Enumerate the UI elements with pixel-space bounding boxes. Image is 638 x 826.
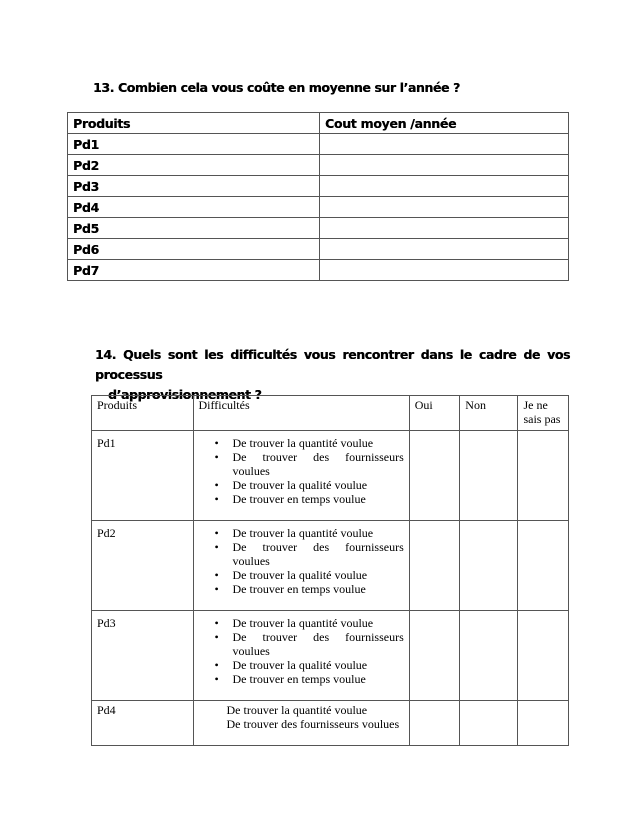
product-cell: Pd1 <box>68 134 320 155</box>
cost-cell[interactable] <box>320 176 569 197</box>
non-cell[interactable] <box>460 701 518 746</box>
product-cell: Pd2 <box>68 155 320 176</box>
table-row <box>92 521 569 611</box>
table-row <box>68 155 569 176</box>
table-row <box>92 701 569 746</box>
oui-cell[interactable] <box>409 431 460 521</box>
table-row <box>68 176 569 197</box>
list-item: • De trouver la qualité voulue <box>215 568 404 582</box>
list-item: • De trouver en temps voulue <box>215 492 404 506</box>
list-item: De trouver des fournisseurs voulues <box>226 717 400 731</box>
table-row <box>92 611 569 701</box>
je-ne-sais-pas-cell[interactable] <box>518 521 569 611</box>
product-cell: Pd4 <box>92 701 194 746</box>
product-cell: Pd6 <box>68 239 320 260</box>
oui-cell[interactable] <box>409 521 460 611</box>
product-cell: Pd5 <box>68 218 320 239</box>
table-row <box>92 431 569 521</box>
header-cout-moyen: Cout moyen /année <box>320 113 569 134</box>
difficulties-list <box>199 436 404 506</box>
difficulties-cell <box>193 431 409 521</box>
table-row <box>68 134 569 155</box>
difficulties-table <box>91 395 569 746</box>
product-cell: Pd7 <box>68 260 320 281</box>
cost-cell[interactable] <box>320 260 569 281</box>
oui-cell[interactable] <box>409 611 460 701</box>
cost-cell[interactable] <box>320 239 569 260</box>
header-oui: Oui <box>409 396 460 431</box>
table-row <box>68 260 569 281</box>
non-cell[interactable] <box>460 521 518 611</box>
list-item: • De trouver en temps voulue <box>215 672 404 686</box>
difficulties-cell <box>193 611 409 701</box>
je-ne-sais-pas-cell[interactable] <box>518 431 569 521</box>
table-row <box>68 239 569 260</box>
list-item: • De trouver la quantité voulue <box>215 436 404 450</box>
list-item: • De trouver en temps voulue <box>215 582 404 596</box>
list-item: De trouver la quantité voulue <box>226 703 368 717</box>
list-item: • De trouver la quantité voulue <box>215 616 404 630</box>
difficulties-cell <box>193 521 409 611</box>
list-item: • De trouver la qualité voulue <box>215 658 404 672</box>
product-cell: Pd2 <box>92 521 194 611</box>
difficulties-list <box>199 616 404 686</box>
question-14-title-line2: d’approvisionnement ? <box>108 387 262 402</box>
header-produits: Produits <box>92 396 194 431</box>
non-cell[interactable] <box>460 611 518 701</box>
je-ne-sais-pas-cell[interactable] <box>518 611 569 701</box>
oui-cell[interactable] <box>409 701 460 746</box>
question-14-title-line1: 14. Quels sont les difficultés vous rencontrer dans le cadre de vos processus <box>95 347 570 382</box>
list-item: • De trouver la quantité voulue <box>215 526 404 540</box>
header-je-ne-sais-pas: Je ne sais pas <box>518 396 569 431</box>
table-row <box>68 197 569 218</box>
list-item: • De trouver des fournisseurs voulues <box>215 630 404 658</box>
list-item: • De trouver des fournisseurs voulues <box>215 540 404 568</box>
product-cell: Pd3 <box>92 611 194 701</box>
difficulties-cell <box>193 701 409 746</box>
header-difficultes: Difficultés <box>193 396 409 431</box>
cost-cell[interactable] <box>320 218 569 239</box>
je-ne-sais-pas-cell[interactable] <box>518 701 569 746</box>
product-cell: Pd4 <box>68 197 320 218</box>
cost-cell[interactable] <box>320 155 569 176</box>
header-produits: Produits <box>68 113 320 134</box>
difficulties-list <box>199 526 404 596</box>
cost-table <box>67 112 569 281</box>
cost-cell[interactable] <box>320 197 569 218</box>
product-cell: Pd1 <box>92 431 194 521</box>
table-header-row <box>68 113 569 134</box>
product-cell: Pd3 <box>68 176 320 197</box>
non-cell[interactable] <box>460 431 518 521</box>
list-item: • De trouver des fournisseurs voulues <box>215 450 404 478</box>
cost-cell[interactable] <box>320 134 569 155</box>
header-non: Non <box>460 396 518 431</box>
table-row <box>68 218 569 239</box>
question-13-title: 13. Combien cela vous coûte en moyenne sur l’année ? <box>93 80 460 95</box>
table-header-row <box>92 396 569 431</box>
difficulties-list <box>199 703 404 731</box>
list-item: • De trouver la qualité voulue <box>215 478 404 492</box>
